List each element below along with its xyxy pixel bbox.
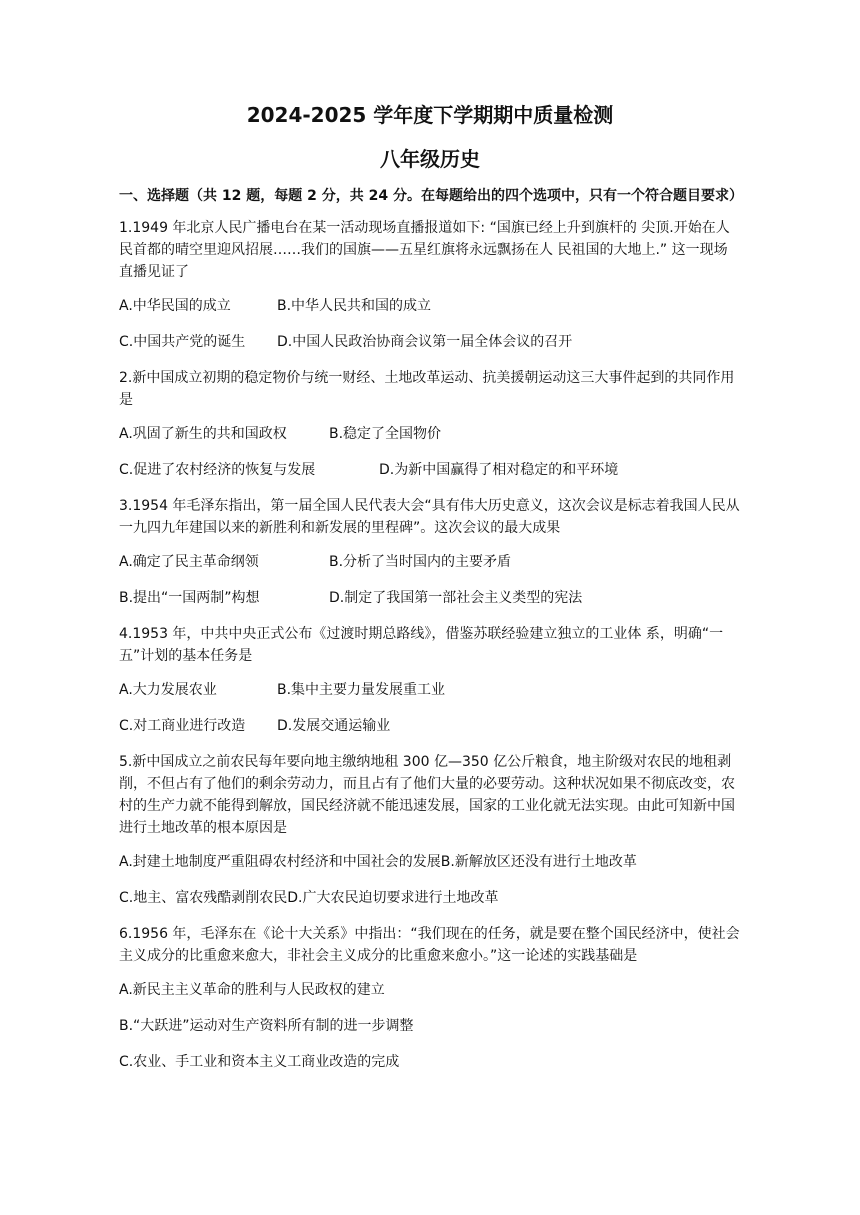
option-c: C.对工商业进行改造: [119, 718, 246, 734]
exam-page: [119, 100, 741, 1087]
option-row: [119, 459, 741, 481]
option-b: B.集中主要力量发展重工业: [277, 682, 446, 698]
option-c: B.提出“一国两制”构想: [119, 590, 260, 606]
exam-subtitle: 八年级历史: [380, 147, 480, 171]
option-row: [119, 887, 741, 909]
option-d: D.制定了我国第一部社会主义类型的宪法: [329, 590, 583, 606]
option-b: B.稳定了全国物价: [329, 426, 442, 442]
option-c: C.促进了农村经济的恢复与发展: [119, 462, 316, 478]
question-3: [119, 495, 741, 609]
option-c: C.中国共产党的诞生: [119, 334, 246, 350]
question-2: [119, 367, 741, 481]
question-stem: 4.1953 年，中共中央正式公布《过渡时期总路线》，借鉴苏联经验建立独立的工业体 系，明确“一五”计划的基本任务是: [119, 626, 724, 664]
option-row: [119, 331, 741, 353]
option-c: C.农业、手工业和资本主义工商业改造的完成: [119, 1054, 400, 1070]
option-c: C.地主、富农残酷剥削农民: [119, 890, 288, 906]
option-d: D.中国人民政治协商会议第一届全体会议的召开: [277, 334, 573, 350]
question-stem: 2.新中国成立初期的稳定物价与统一财经、土地改革运动、抗美援朝运动这三大事件起到的共同作用是: [119, 370, 735, 408]
question-6: [119, 923, 741, 1073]
option-d: D.为新中国赢得了相对稳定的和平环境: [379, 462, 619, 478]
question-stem: 5.新中国成立之前农民每年要向地主缴纳地租 300 亿—350 亿公斤粮食，地主阶级对农民的地租剥削，不但占有了他们的剩余劳动力，而且占有了他们大量的必要劳动。这种状况如果不彻底改变，农村的生产力就不能得到解放，国民经济就不能迅速发展，国家的工业化就无法实现。由此可知新中国进行土地改革的根本原因是: [119, 754, 735, 836]
option-row: [119, 587, 741, 609]
option-row: [119, 551, 741, 573]
option-b: B.“大跃进”运动对生产资料所有制的进一步调整: [119, 1018, 414, 1034]
option-a: A.确定了民主革命纲领: [119, 554, 259, 570]
option-row: [119, 295, 741, 317]
option-a: A.巩固了新生的共和国政权: [119, 426, 287, 442]
option-a: A.大力发展农业: [119, 682, 217, 698]
option-row: [119, 715, 741, 737]
question-stem: 1.1949 年北京人民广播电台在某一活动现场直播报道如下: “国旗已经上升到旗杆的 尖顶.开始在人民首都的晴空里迎风招展……我们的国旗——五星红旗将永远飘扬在人 民祖国的大地上.” 这一现场直播见证了: [119, 220, 730, 280]
question-1: [119, 217, 741, 353]
option-row: [119, 423, 741, 445]
question-5: [119, 751, 741, 909]
section-heading: 一、选择题（共 12 题，每题 2 分，共 24 分。在每题给出的四个选项中，只有一个符合题目要求）: [119, 188, 743, 204]
option-b: B.分析了当时国内的主要矛盾: [329, 554, 512, 570]
question-stem: 6.1956 年，毛泽东在《论十大关系》中指出：“我们现在的任务，就是要在整个国民经济中，使社会主义成分的比重愈来愈大，非社会主义成分的比重愈来愈小。”这一论述的实践基础是: [119, 926, 740, 964]
option-a: A.封建土地制度严重阻碍农村经济和中国社会的发展: [119, 854, 441, 870]
option-row: [119, 851, 741, 873]
option-a: A.新民主主义革命的胜利与人民政权的建立: [119, 982, 385, 998]
option-row: [119, 679, 741, 701]
question-4: [119, 623, 741, 737]
option-a: A.中华民国的成立: [119, 298, 231, 314]
question-stem: 3.1954 年毛泽东指出，第一届全国人民代表大会“具有伟大历史意义，这次会议是标志着我国人民从一九四九年建国以来的新胜利和新发展的里程碑”。这次会议的最大成果: [119, 498, 740, 536]
option-b: B.中华人民共和国的成立: [277, 298, 432, 314]
option-d: D.发展交通运输业: [277, 718, 391, 734]
exam-title: 2024-2025 学年度下学期期中质量检测: [246, 103, 614, 127]
option-d: D.广大农民迫切要求进行土地改革: [287, 890, 499, 906]
option-b: B.新解放区还没有进行土地改革: [440, 854, 637, 870]
